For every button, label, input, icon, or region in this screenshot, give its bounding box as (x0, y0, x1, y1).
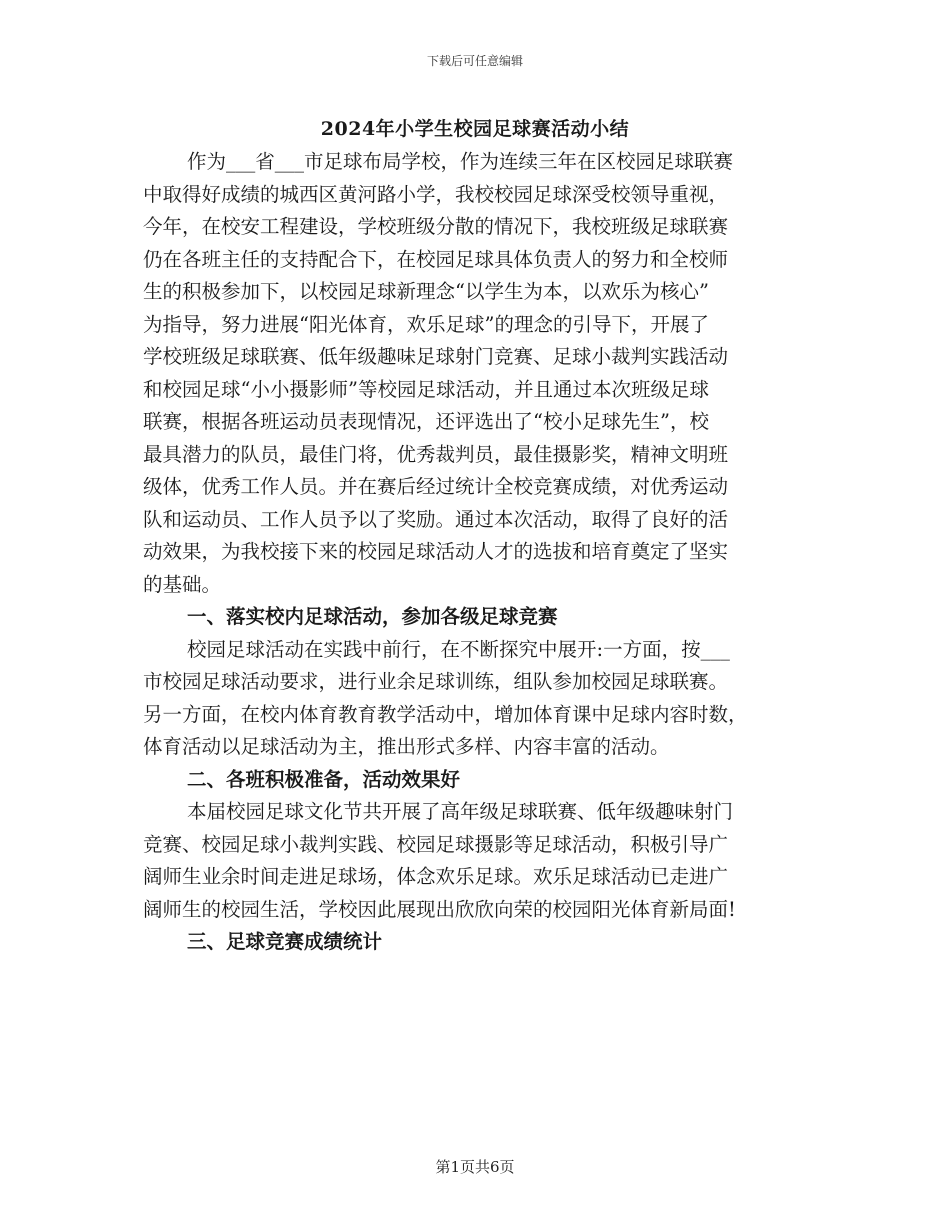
paragraph-line: 联赛，根据各班运动员表现情况，还评选出了“校小足球先生”，校 (143, 410, 709, 433)
paragraph-line: 最具潜力的队员，最佳门将，优秀裁判员，最佳摄影奖，精神文明班 (143, 442, 729, 466)
paragraph-line: 体育活动以足球活动为主，推出形式多样、内容丰富的活动。 (143, 735, 670, 758)
paragraph-line: 仍在各班主任的支持配合下，在校园足球具体负责人的努力和全校师 (143, 247, 729, 271)
paragraph-line: 市校园足球活动要求，进行业余足球训练，组队参加校园足球联赛。 (143, 670, 729, 693)
paragraph-line: 动效果，为我校接下来的校园足球活动人才的选拔和培育奠定了坚实 (143, 540, 729, 563)
section-heading: 三、足球竞赛成绩统计 (187, 930, 383, 953)
document-body (143, 146, 809, 959)
paragraph-line: 本届校园足球文化节共开展了高年级足球联赛、低年级趣味射门 (187, 800, 734, 823)
header-note: 下载后可任意编辑 (426, 54, 523, 68)
paragraph-line: 队和运动员、工作人员予以了奖励。通过本次活动，取得了良好的活 (143, 507, 729, 531)
paragraph-line: 和校园足球“小小摄影师”等校园足球活动，并且通过本次班级足球 (143, 377, 709, 401)
paragraph-line: 今年，在校安工程建设，学校班级分散的情况下，我校班级足球联赛 (143, 215, 729, 238)
paragraph-line: 中取得好成绩的城西区黄河路小学，我校校园足球深受校领导重视， (143, 182, 729, 206)
paragraph-line: 阔师生业余时间走进足球场，体念欢乐足球。欢乐足球活动已走进广 (143, 865, 729, 888)
paragraph-line: 另一方面，在校内体育教育教学活动中，增加体育课中足球内容时数， (143, 702, 748, 726)
paragraph-line: 生的积极参加下，以校园足球新理念“以学生为本，以欢乐为核心” (143, 280, 709, 303)
paragraph-line: 校园足球活动在实践中前行，在不断探究中展开:一方面，按___ (187, 637, 730, 661)
paragraph-line: 为指导，努力进展“阳光体育，欢乐足球”的理念的引导下，开展了 (143, 312, 709, 336)
paragraph-line: 阔师生的校园生活，学校因此展现出欣欣向荣的校园阳光体育新局面! (143, 897, 736, 921)
section-heading: 二、各班积极准备，活动效果好 (187, 767, 461, 791)
section-heading: 一、落实校内足球活动，参加各级足球竞赛 (187, 605, 558, 628)
paragraph-line: 学校班级足球联赛、低年级趣味足球射门竞赛、足球小裁判实践活动 (143, 345, 729, 368)
paragraph-line: 的基础。 (143, 572, 222, 596)
paragraph-line: 作为___省___市足球布局学校，作为连续三年在区校园足球联赛 (187, 150, 734, 173)
paragraph-line: 竞赛、校园足球小裁判实践、校园足球摄影等足球活动，积极引导广 (143, 832, 729, 856)
page-footer: 第1页共6页 (435, 1158, 515, 1176)
paragraph-line: 级体，优秀工作人员。并在赛后经过统计全校竞赛成绩，对优秀运动 (143, 475, 729, 498)
document-title: 2024年小学生校园足球赛活动小结 (320, 118, 630, 140)
